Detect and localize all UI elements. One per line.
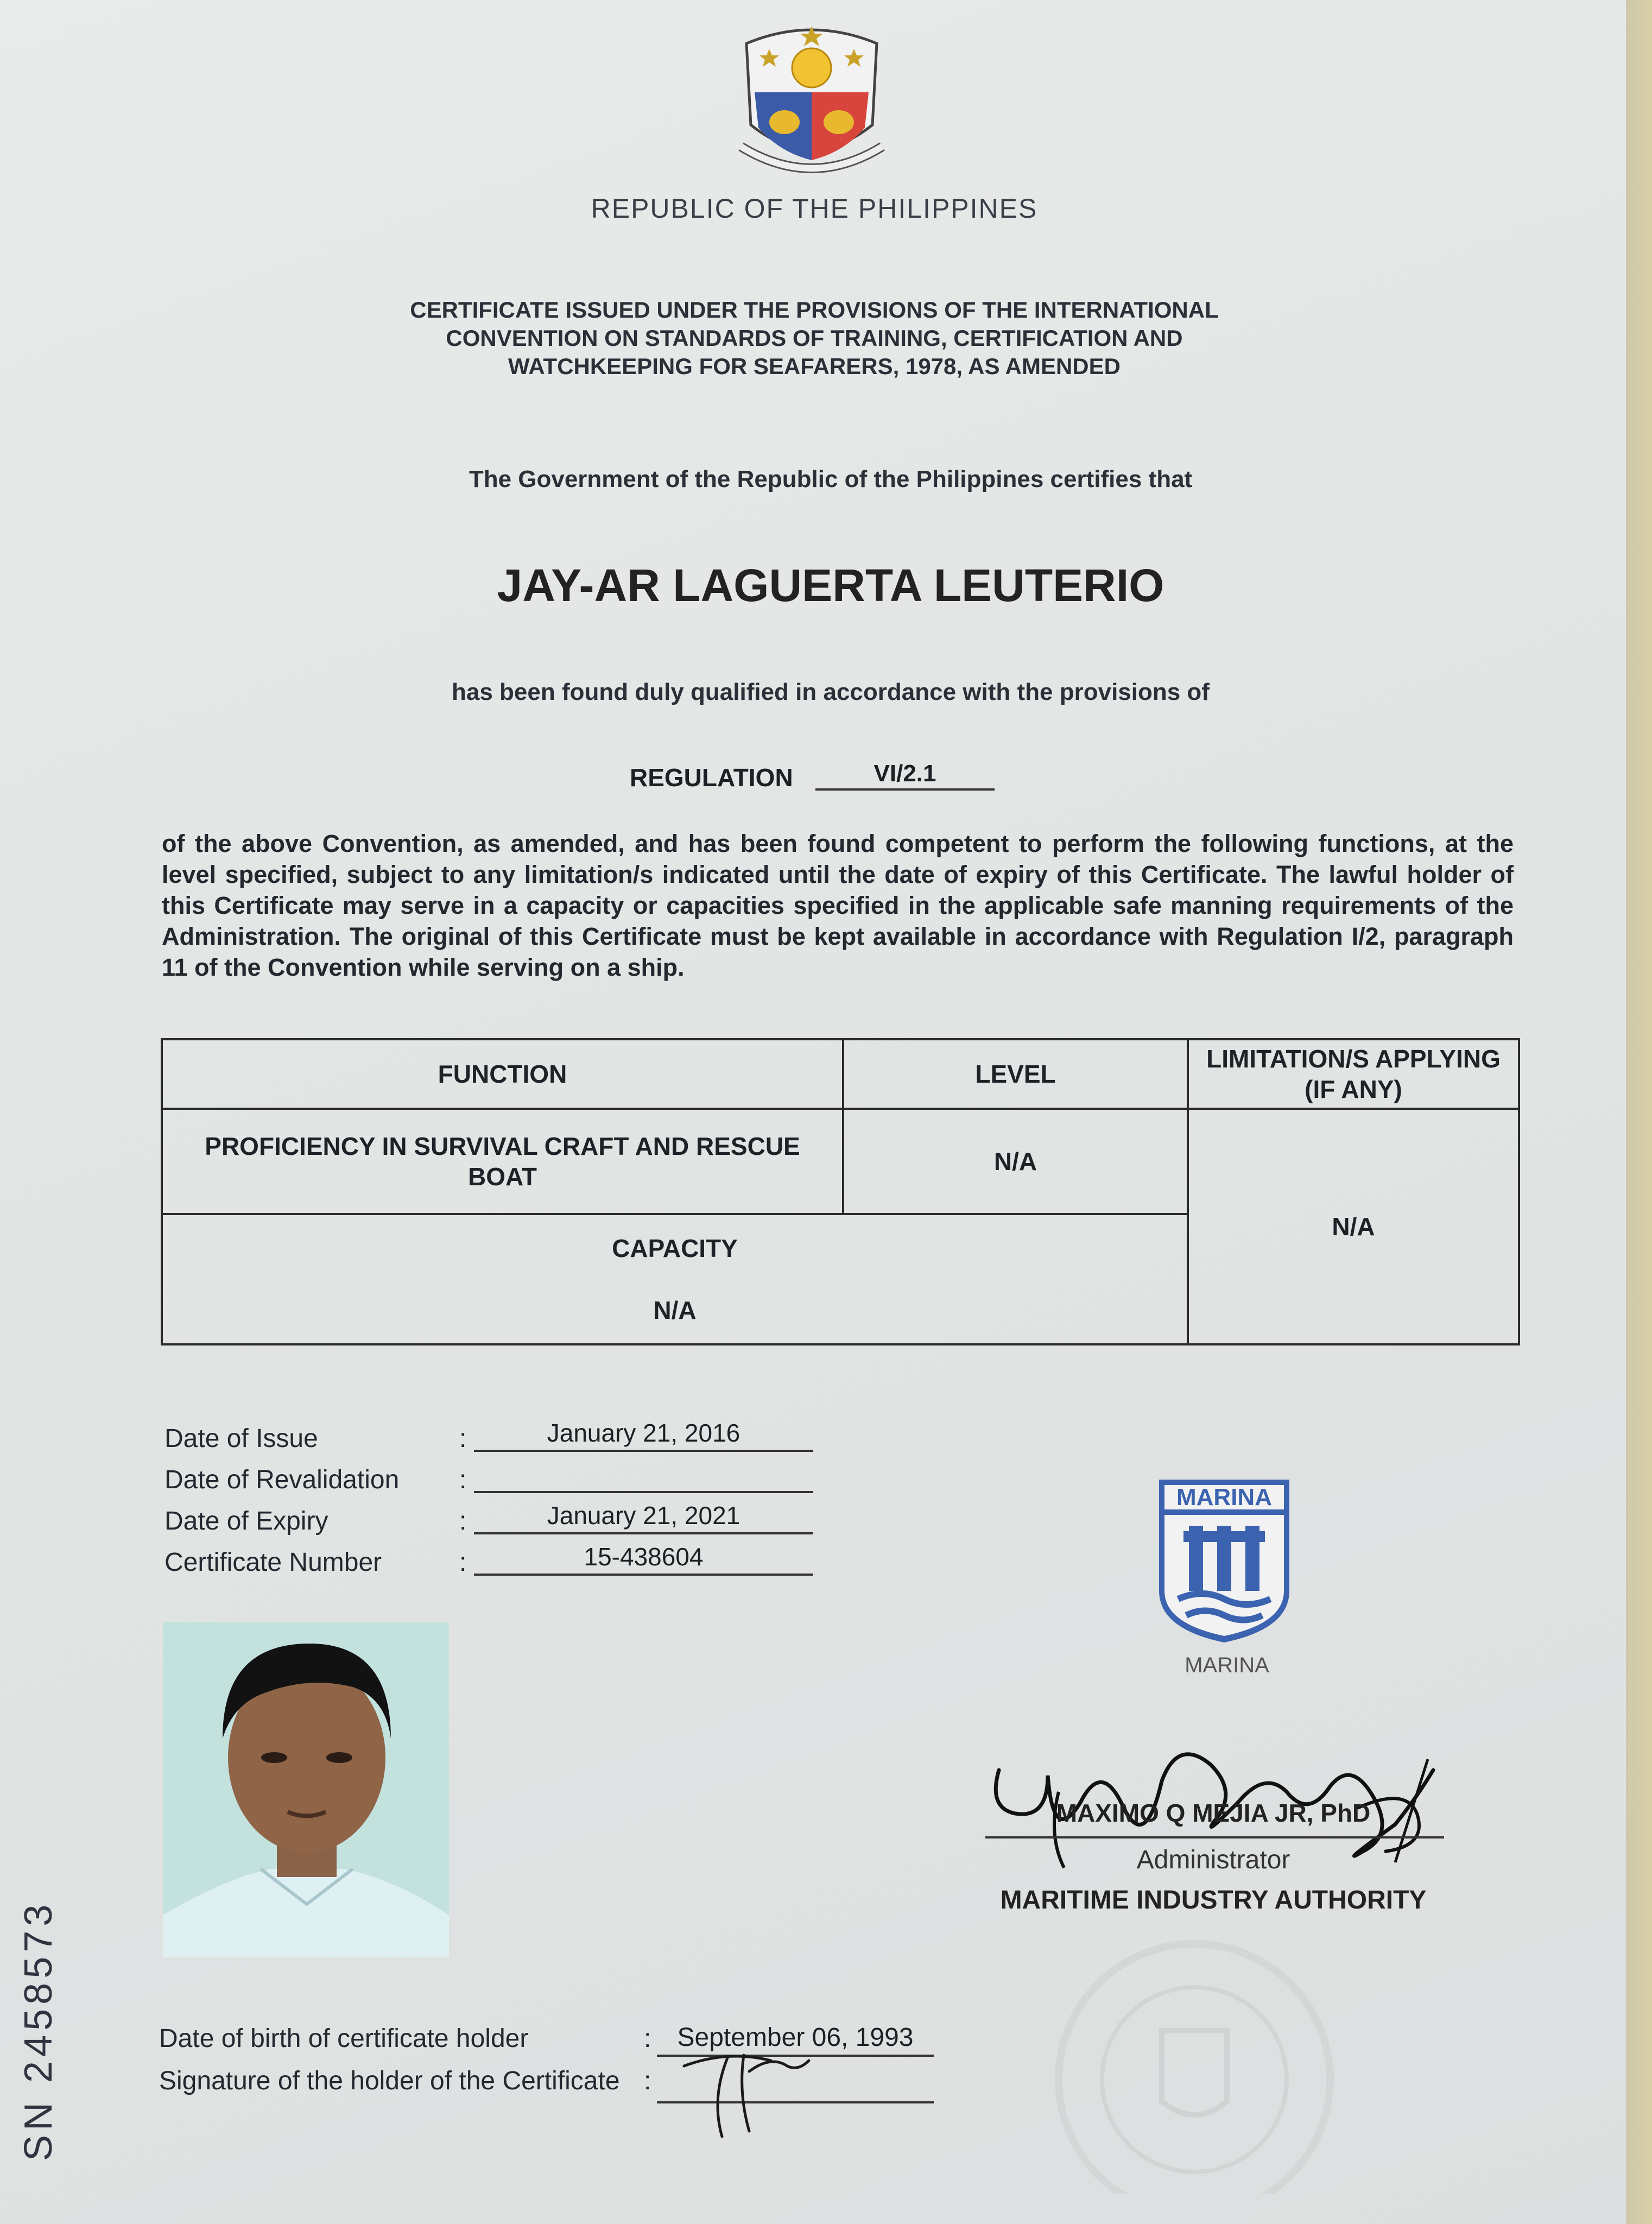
level-value: N/A	[843, 1109, 1188, 1214]
revalidation-date-value	[474, 1460, 813, 1493]
marina-logo-text: MARINA	[1176, 1484, 1272, 1511]
capacity-cell	[162, 1214, 1188, 1344]
holder-name: JAY-AR LAGUERTA LEUTERIO	[497, 560, 1164, 611]
expiry-date-label: Date of Expiry	[164, 1507, 328, 1536]
paper-edge	[1626, 0, 1652, 2224]
function-value: PROFICIENCY IN SURVIVAL CRAFT AND RESCUE BOAT	[162, 1109, 843, 1214]
portrait-image	[163, 1622, 449, 1957]
embossed-seal-icon	[1026, 1922, 1363, 2194]
level-header: LEVEL	[843, 1039, 1188, 1109]
regulation-value: VI/2.1	[815, 760, 995, 791]
administrator-signature-line	[985, 1836, 1444, 1838]
certificate-number-colon: :	[459, 1548, 467, 1577]
certifies-statement: The Government of the Republic of the Philippines certifies that	[469, 466, 1193, 492]
dob-colon: :	[644, 2024, 651, 2053]
authority-name: MARITIME INDUSTRY AUTHORITY	[1000, 1886, 1427, 1915]
qualified-statement: has been found duly qualified in accordance with the provisions of	[452, 679, 1210, 705]
limitations-value: N/A	[1188, 1109, 1519, 1344]
expiry-date-value: January 21, 2021	[474, 1501, 813, 1534]
capacity-label: CAPACITY	[612, 1234, 738, 1262]
convention-line-2: CONVENTION ON STANDARDS OF TRAINING, CERTIFICATION AND	[446, 325, 1183, 351]
dob-label: Date of birth of certificate holder	[159, 2024, 529, 2053]
marina-logo-icon	[1156, 1477, 1292, 1645]
holder-signature-colon: :	[644, 2067, 651, 2095]
function-header: FUNCTION	[162, 1039, 843, 1109]
holder-signature	[662, 2033, 836, 2142]
functions-table	[161, 1038, 1520, 1345]
certificate-number-value: 15-438604	[474, 1542, 813, 1576]
certificate-number-label: Certificate Number	[164, 1548, 382, 1577]
expiry-colon: :	[459, 1507, 467, 1536]
revalidation-colon: :	[459, 1465, 467, 1494]
conditions-paragraph: of the above Convention, as amended, and has been found competent to perform the following functions, at the level specified, subject to any limitation/s indicated until the date of expiry of this Certificate. The lawful holder of this Certificate may serve in a capacity or capacities specified in the applicable safe manning requirements of the Administration. The original of this Certificate must be kept available in accordance with Regulation I/2, paragraph 11 of the Convention while serving on a ship.	[162, 830, 1514, 981]
limitations-header: LIMITATION/S APPLYING (IF ANY)	[1188, 1039, 1519, 1109]
capacity-value: N/A	[653, 1296, 697, 1324]
convention-line-3: WATCHKEEPING FOR SEAFARERS, 1978, AS AMENDED	[508, 353, 1121, 379]
issue-date-label: Date of Issue	[164, 1424, 318, 1453]
issue-colon: :	[459, 1424, 467, 1453]
convention-header	[0, 296, 1629, 381]
dob-value: September 06, 1993	[657, 2023, 934, 2057]
philippine-coat-of-arms-icon	[730, 16, 893, 190]
country-title: REPUBLIC OF THE PHILIPPINES	[591, 193, 1038, 224]
convention-line-1: CERTIFICATE ISSUED UNDER THE PROVISIONS OF THE INTERNATIONAL	[410, 297, 1219, 323]
administrator-title: Administrator	[1136, 1846, 1290, 1874]
regulation-label: REGULATION	[630, 763, 793, 792]
holder-signature-label: Signature of the holder of the Certificate	[159, 2067, 620, 2095]
revalidation-date-label: Date of Revalidation	[164, 1465, 400, 1494]
marina-caption: MARINA	[1185, 1653, 1269, 1677]
administrator-name: MAXIMO Q MEJIA JR, PhD	[1056, 1799, 1371, 1827]
issue-date-value: January 21, 2016	[474, 1418, 813, 1452]
holder-photo	[163, 1622, 449, 1957]
serial-number: SN 2458573	[17, 1900, 60, 2161]
